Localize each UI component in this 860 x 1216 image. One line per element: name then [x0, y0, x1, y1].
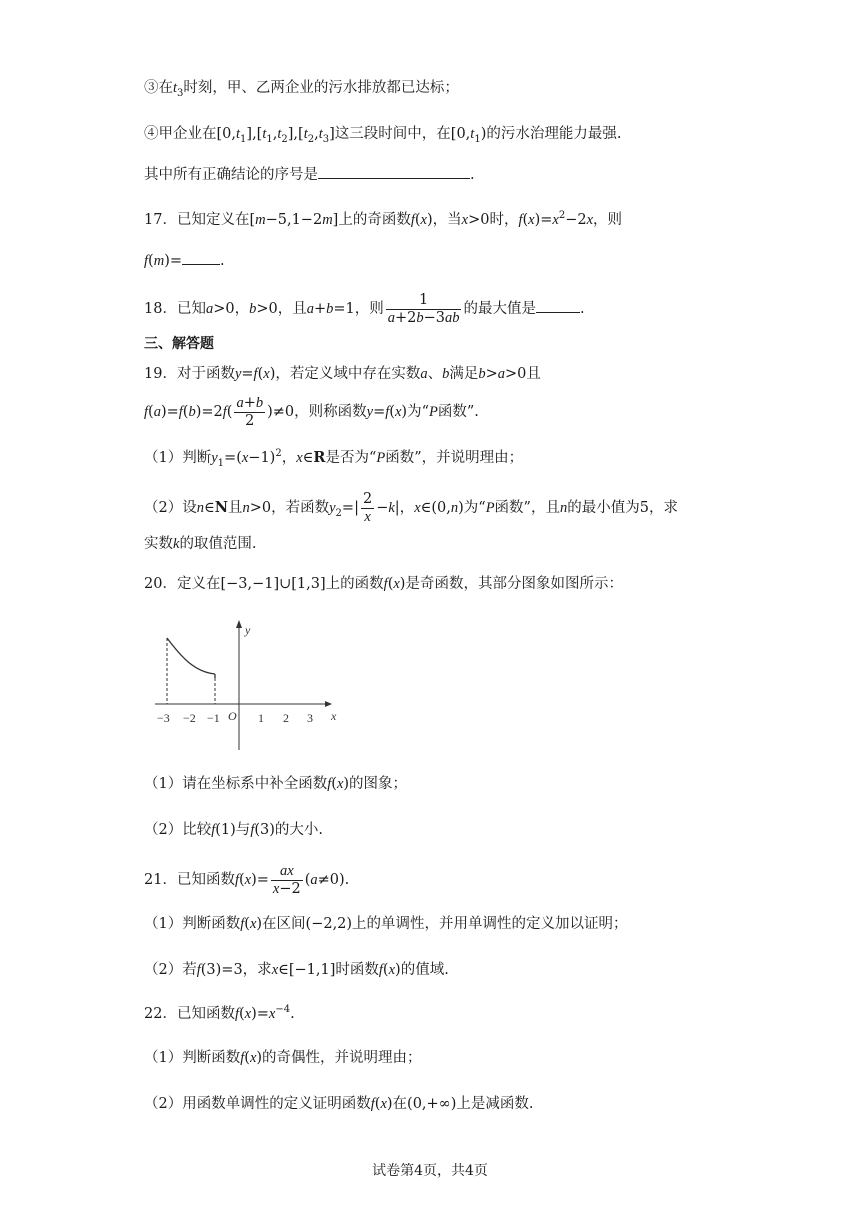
- q17-line-1: 17．已知定义在[m−5,1−2m]上的奇函数f(x)，当x>0时，$f(x)=x^2-2x$，则: [144, 210, 623, 228]
- tick-label: −3: [157, 711, 170, 725]
- q19-part-1: （1）判断$y_1=(x-1)^2$，x∈R是否为“P函数”，并说明理由；: [144, 448, 524, 469]
- q21-intro: 21．已知函数f(x)= $\frac{ax}{x-2}$ (a≠0).: [144, 862, 350, 897]
- q20-part-2: （2）比较f(1)与f(3)的大小.: [144, 822, 323, 838]
- q20-function-graph: [150, 616, 350, 756]
- q20-part-1: （1）请在坐标系中补全函数f(x)的图象；: [144, 776, 408, 792]
- section-3-title: 三、解答题: [144, 336, 214, 352]
- y-axis-label: y: [245, 623, 251, 637]
- x-axis-label: x: [331, 709, 337, 723]
- q22-part-1: （1）判断函数f(x)的奇偶性，并说明理由；: [144, 1050, 422, 1066]
- tick-label: −2: [183, 711, 196, 725]
- y-axis-arrow: [236, 620, 242, 628]
- q21-part-2: （2）若f(3)=3，求x∈[−1,1]时函数f(x)的值域.: [144, 962, 449, 978]
- q21-part-1: （1）判断函数f(x)在区间(−2,2)上的单调性，并用单调性的定义加以证明；: [144, 916, 628, 932]
- q18: 18．已知a>0，b>0，且a+b=1，则 $\frac{1}{a+2b-3ab}$ 的最大值是 .: [144, 291, 585, 326]
- q22-intro: 22．已知函数$f(x)=x^{-4}$.: [144, 1004, 295, 1022]
- q16-item-4: ④甲企业在$[0,t_1],[t_1,t_2],[t_2,t_3]$这三段时间中，在$[0,t_1)$的污水治理能力最强.: [144, 126, 622, 145]
- function-curve: [167, 638, 215, 674]
- page-footer: 试卷第4页，共4页: [372, 1163, 488, 1179]
- q19-line-2: f(a)=f(b)=2f( $\frac{a+b}{2}$ )≠0，则称函数y=f(x)为“P函数”.: [144, 394, 479, 429]
- tick-label: −1: [207, 711, 220, 725]
- tick-label: 1: [258, 711, 264, 725]
- q19-line-1: 19．对于函数y=f(x)，若定义域中存在实数a、b满足b>a>0且: [144, 366, 541, 382]
- origin-label: O: [228, 709, 237, 723]
- q17-line-2: f(m)= .: [144, 250, 225, 271]
- q16-item-3: ③在$t_3$时刻，甲、乙两企业的污水排放都已达标；: [144, 80, 459, 99]
- q19-part-2-line-1: （2）设n∈N且n>0，若函数$y_2=|$ $\frac{2}{x}$ −k|，x∈(0,n)为“P函数”，且n的最小值为5，求: [144, 490, 678, 525]
- tick-label: 3: [307, 711, 313, 725]
- q16-answer-line: 其中所有正确结论的序号是 .: [144, 164, 475, 185]
- q22-part-2: （2）用函数单调性的定义证明函数f(x)在(0,+∞)上是减函数.: [144, 1096, 534, 1112]
- x-axis-arrow: [325, 701, 332, 707]
- q20-intro: 20．定义在[−3,−1]∪[1,3]上的函数f(x)是奇函数，其部分图象如图所示：: [144, 576, 623, 592]
- q19-part-2-line-2: 实数k的取值范围.: [144, 536, 257, 552]
- tick-label: 2: [283, 711, 289, 725]
